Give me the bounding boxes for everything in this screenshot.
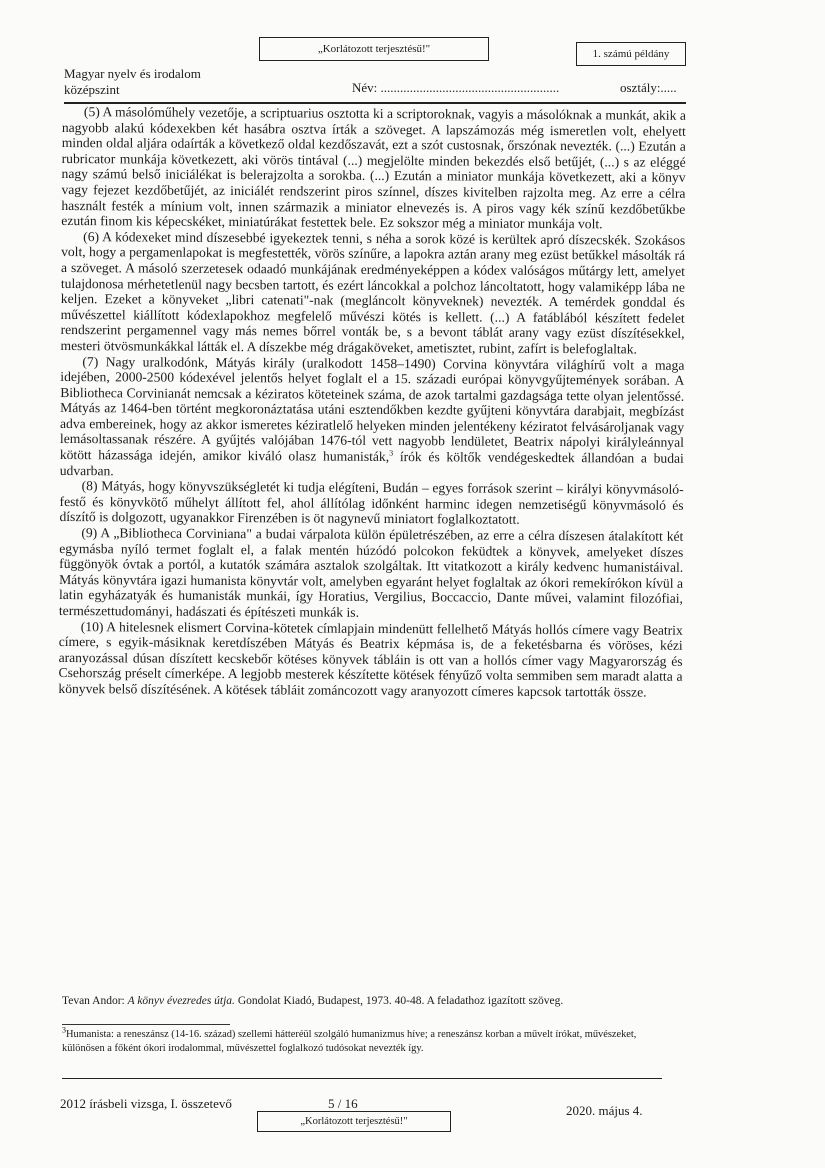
footnote-text: Humanista: a reneszánsz (14-16. század) szellemi hátteréül szolgáló humanizmus híve; a reneszánsz korban a művelt írókat, művészeket, különösen a főként ókori irodalommal, művészettel foglalkozó tudósokat nevezték így. <box>62 1029 637 1054</box>
copy-number-label: 1. számú példány <box>576 42 686 66</box>
footnote <box>62 1025 662 1055</box>
footer-divider <box>62 1078 662 1079</box>
source-title: A könyv évezredes útja. <box>127 995 235 1007</box>
source-citation <box>62 994 692 1009</box>
subject-line: Magyar nyelv és irodalom <box>64 66 201 81</box>
footnote-marker: 3 <box>389 448 394 458</box>
paragraph-5: (5) A másolóműhely vezetője, a scriptuarius osztotta ki a scriptoroknak, vagyis a másolóknak a munkát, akik a nagyobb alakú kódexekben két hasábra osztva írták a szöveget. A lapszámozás még ismeretlen volt, ehelyett minden oldal aljára odaírták a következő oldal kezdőszavát, ezt a szót custosnak, őrszónak nevezték. (...) Ezután a rubricator munkája következett, aki vörös tintával (...) megjelölte minden bekezdés első betűjét, (...) s az eléggé nagy számú belső iniciálékat is belerajzolta a sorokba. (...) Ezután a miniator munkája következett, aki a könyv vagy fejezet kezdőbetűjét, az iniciálét rendszerint piros színnel, díszes kivitelben rajzolta meg. Az erre a célra használt festék a mínium volt, innen származik a miniator elnevezés is. A piros vagy kék színű kezdőbetűkbe ezután finom kis képecskéket, miniatúrákat festettek bele. Ez sokszor még a miniator munkája volt. <box>61 104 686 232</box>
exam-label: 2012 írásbeli vizsga, I. összetevő <box>60 1096 232 1111</box>
paragraph-7-text: (7) Nagy uralkodónk, Mátyás király (uralkodott 1458–1490) Corvina könyvtára világhírű volt a maga idejében, 2000-2500 kódexével jelentős helyet foglalt el a 15. századi európai könyvgyűjtemények sorában. A Bibliotheca Corvinianát nemcsak a kéziratos köteteinek száma, de azok tartalmi gazdagsága tette olyan jelentőssé. Mátyás az 1464-ben történt megkoronáztatása utáni esztendőkben kezdte gyűjteni könyvtára darabjait, megbízást adva embereinek, hogy az akkor ismeretes kéziratlelő helyeken minden jelentékeny kéziratot felvásároljanak vagy lemásoltassanak részére. A gyűjtés valójában 1476-tól vett nagyobb lendületet, Beatrix nápolyi királyleánnyal kötött házassága idején, amikor kiváló olasz humanisták, <box>59 353 685 465</box>
paragraph-7 <box>60 353 685 482</box>
paragraph-9: (9) A „Bibliotheca Corviniana" a budai várpalota külön épületrészében, az erre a célra díszesen átalakított két egymásba nyíló termet foglalt el, a falak mentén húzódó polcokon feküdtek a könyvek, amelyeket díszes függönyök óvtak a portól, a kutatók számára asztalok szolgáltak. Itt vitatkozott a király kedvenc humanistáival. Mátyás könyvtára igazi humanista könyvtár volt, amelyben egyaránt helyet foglaltak az ókori remekírókon kívül a latin egyházatyák és humanisták munkái, így Horatius, Vergilius, Boccaccio, Dante művei, valamint filozófiai, természettudományi, hadászati és építészeti munkák is. <box>58 525 684 620</box>
restricted-distribution-label: „Korlátozott terjesztésű!" <box>259 37 489 61</box>
page-number: 5 / 16 <box>328 1096 358 1111</box>
source-author: Tevan Andor: <box>62 995 125 1007</box>
footnote-number: 3 <box>62 1025 66 1035</box>
subject-heading <box>64 66 201 98</box>
paragraph-7-tail: írók és költők vendégeskedtek állandóan a budai udvarban. <box>59 449 684 478</box>
restricted-distribution-footer: „Korlátozott terjesztésű!" <box>257 1111 451 1132</box>
exam-date: 2020. május 4. <box>566 1103 643 1118</box>
footnote-divider <box>62 1024 230 1025</box>
name-field: Név: ....................................................... <box>352 80 560 95</box>
paragraph-10: (10) A hitelesnek elismert Corvina-kötetek címlapjain mindenütt fellelhető Mátyás hollós címere vagy Beatrix címere, s egyik-másiknak keretdíszében Mátyás és Beatrix képmása is, de a feketésbarna és vöröses, kézi aranyozással dúsan díszített kecskebőr kötéses könyvek tábláin is ott van a hollós címer vagy Magyarország és Csehország préselt címerképe. A legjobb mesterek készítette kötések fényűző volta semmiben sem maradt alatta a könyvek belső díszítésének. A kötések tábláit zománcozott vagy aranyozott címeres kapcsok tartották össze. <box>58 618 683 700</box>
class-field: osztály:..... <box>620 80 677 95</box>
paragraph-6: (6) A kódexeket mind díszesebbé igyekeztek tenni, s néha a sorok közé is kerültek apró díszecskék. Szokásos volt, hogy a pergamenlapokat is megfestették, vörös színűre, a lapokra aztán arany meg ezüst betűkkel másolták rá a szöveget. A másoló szerzetesek odaadó munkájának eredményeképpen a kódex valóságos műtárgy lett, amelyet tulajdonosa mérhetetlenül nagy becsben tartott, és ezért láncokkal a polchoz láncoltatott, hogy valamiképp lába ne keljen. Ezeket a könyveket „libri catenati"-nak (megláncolt könyveknek) nevezték. A temérdek gonddal és művészettel kiállított kódexlapokhoz megfelelő művészi kötés is kellett. (...) A fatáblából készített fedelet rendszerint pergamennel vagy más nemes bőrrel vonták be, s a bevont táblát arany vagy ezüst díszítésekkel, mesteri ötvösmunkákkal látták el. A díszekbe még drágaköveket, ametisztet, rubint, zafírt is belefoglaltak. <box>60 228 686 357</box>
source-details: Gondolat Kiadó, Budapest, 1973. 40-48. A feladathoz igazított szöveg. <box>237 995 564 1007</box>
paragraph-8: (8) Mátyás, hogy könyvszükségletét ki tudja elégíteni, Budán – egyes források szerint – királyi könyvmásoló-festő és könyvkötő műhelyt állított fel, ahol állítólag időnként harminc idegen nemzetiségű könyvmásoló és díszítő is dolgozott, ugyanakkor Firenzében is öt nagynevű miniatort foglalkoztatott. <box>59 478 684 528</box>
level-line: középszint <box>64 82 120 97</box>
article-body <box>58 104 686 700</box>
